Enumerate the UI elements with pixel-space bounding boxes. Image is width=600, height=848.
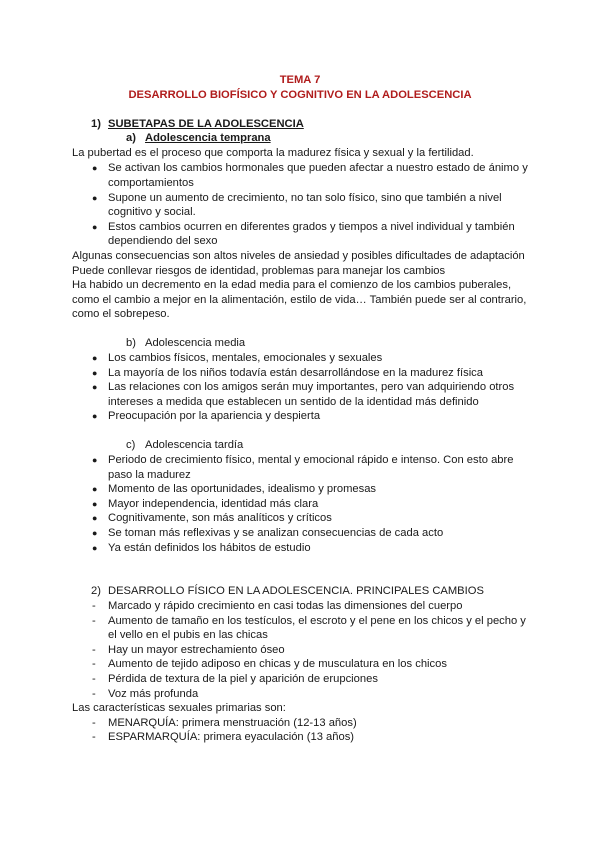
bullet-icon: ●: [92, 528, 98, 538]
bullet-icon: ●: [92, 368, 98, 378]
subsection-b-marker: b): [126, 337, 136, 349]
dash-marker: -: [92, 673, 96, 685]
section2-heading: DESARROLLO FÍSICO EN LA ADOLESCENCIA. PRINCIPALES CAMBIOS: [108, 585, 484, 597]
list-item: Preocupación por la apariencia y despierta: [108, 410, 321, 422]
list-item: Voz más profunda: [108, 688, 199, 700]
dash-marker: -: [92, 615, 96, 627]
list-item: ESPARMARQUÍA: primera eyaculación (13 años): [108, 731, 355, 743]
dash-marker: -: [92, 731, 96, 743]
list-item: Pérdida de textura de la piel y aparición de erupciones: [108, 673, 378, 685]
dash-marker: -: [92, 658, 96, 670]
list-item: Aumento de tejido adiposo en chicas y de musculatura en los chicos: [108, 658, 447, 670]
dash-marker: -: [92, 717, 96, 729]
bullet-icon: ●: [92, 163, 98, 173]
subsection-c-marker: c): [126, 439, 136, 451]
paragraph-line: como el sobrepeso.: [72, 308, 170, 320]
bullet-icon: ●: [92, 382, 98, 392]
list-item: La mayoría de los niños todavía están desarrollándose en la madurez física: [108, 367, 483, 379]
paragraph-line: como el cambio a mejor en la alimentación, estilo de vida… También puede ser al contrario,: [72, 294, 527, 306]
list-item-continuation: dependiendo del sexo: [108, 235, 218, 247]
primary-characteristics-intro: Las características sexuales primarias son:: [72, 702, 286, 714]
list-item: Aumento de tamaño en los testículos, el escroto y el pene en los chicos y el pecho y: [108, 615, 526, 627]
list-item: MENARQUÍA: primera menstruación (12-13 años): [108, 717, 357, 729]
list-item: Mayor independencia, identidad más clara: [108, 498, 319, 510]
subsection-c-title: Adolescencia tardía: [145, 439, 244, 451]
bullet-icon: ●: [92, 484, 98, 494]
list-item: Cognitivamente, son más analíticos y críticos: [108, 512, 332, 524]
topic-label: TEMA 7: [279, 74, 321, 86]
list-item: Se toman más reflexivas y se analizan consecuencias de cada acto: [108, 527, 444, 539]
bullet-icon: ●: [92, 543, 98, 553]
bullet-icon: ●: [92, 222, 98, 232]
bullet-icon: ●: [92, 455, 98, 465]
document-title: DESARROLLO BIOFÍSICO Y COGNITIVO EN LA ADOLESCENCIA: [128, 89, 472, 101]
bullet-icon: ●: [92, 193, 98, 203]
paragraph-line: Algunas consecuencias son altos niveles de ansiedad y posibles dificultades de adaptación: [72, 250, 525, 262]
paragraph-line: Ha habido un decremento en la edad media para el comienzo de los cambios puberales,: [72, 279, 512, 291]
list-item-continuation: comportamientos: [108, 177, 194, 189]
list-item: Supone un aumento de crecimiento, no tan solo físico, sino que también a nivel: [108, 192, 502, 204]
section1-heading: SUBETAPAS DE LA ADOLESCENCIA: [108, 118, 304, 130]
list-item: Hay un mayor estrechamiento óseo: [108, 644, 285, 656]
dash-marker: -: [92, 688, 96, 700]
subsection-a-title: Adolescencia temprana: [145, 132, 271, 144]
dash-marker: -: [92, 644, 96, 656]
list-item: Marcado y rápido crecimiento en casi todas las dimensiones del cuerpo: [108, 600, 463, 612]
list-item-continuation: el vello en el pubis en las chicas: [108, 629, 268, 641]
bullet-icon: ●: [92, 411, 98, 421]
subsection-a-intro: La pubertad es el proceso que comporta la madurez física y sexual y la fertilidad.: [72, 147, 474, 159]
list-item: Se activan los cambios hormonales que pueden afectar a nuestro estado de ánimo y: [108, 162, 528, 174]
section2-number: 2): [91, 585, 101, 597]
list-item: Momento de las oportunidades, idealismo y promesas: [108, 483, 377, 495]
list-item: Los cambios físicos, mentales, emocionales y sexuales: [108, 352, 383, 364]
section1-number: 1): [91, 118, 101, 130]
bullet-icon: ●: [92, 499, 98, 509]
list-item: Las relaciones con los amigos serán muy importantes, pero van adquiriendo otros: [108, 381, 515, 393]
subsection-a-marker: a): [126, 132, 136, 144]
list-item-continuation: cognitivo y social.: [108, 206, 196, 218]
list-item: Estos cambios ocurren en diferentes grados y tiempos a nivel individual y también: [108, 221, 515, 233]
bullet-icon: ●: [92, 353, 98, 363]
list-item: Ya están definidos los hábitos de estudio: [108, 542, 311, 554]
paragraph-line: Puede conllevar riesgos de identidad, problemas para manejar los cambios: [72, 265, 446, 277]
list-item-continuation: intereses a medida que establecen un sentido de la identidad más definido: [108, 396, 479, 408]
dash-marker: -: [92, 600, 96, 612]
list-item-continuation: paso la madurez: [108, 469, 191, 481]
list-item: Periodo de crecimiento físico, mental y emocional rápido e intenso. Con esto abre: [108, 454, 514, 466]
subsection-b-title: Adolescencia media: [145, 337, 246, 349]
bullet-icon: ●: [92, 513, 98, 523]
